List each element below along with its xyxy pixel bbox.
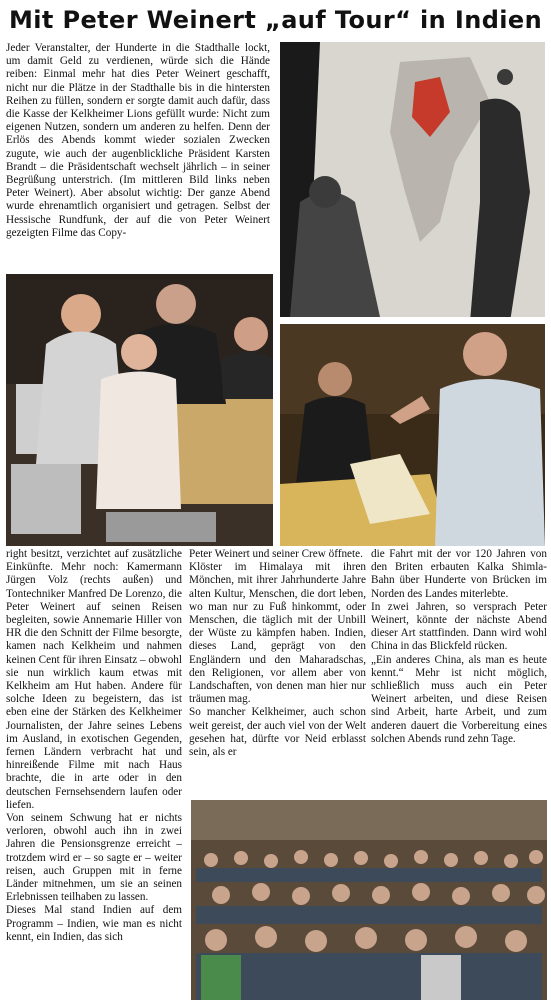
paragraph: Peter Weinert und seiner Crew öffnete. xyxy=(189,548,363,560)
article-column-bottom-left xyxy=(6,548,182,1000)
photo-projection-screen xyxy=(280,42,545,317)
paragraph: Dieses Mal stand Indien auf dem Programm – Indien, wie man es nicht kennt, ein Indien, das sich xyxy=(6,904,182,943)
paragraph: right besitzt, verzichtet auf zusätzliche Einkünfte. Mehr noch: Kamermann Jürgen Volz (rechts außen) und Tontechniker Manfred De Lorenzo, die Peter Weinert auf seinen Reisen begleiten, sowie Annemarie Hiller von HR die den Schnitt der Filme besorgte, kamen nach Kelkheim und nahmen keinen Cent für ihren Einsatz – obwohl sie nun wirklich kaum etwas mit Kelkheim am Hut haben. Andere für solche Ideen zu begeistern, das ist eben eine der Stärken des Kelkheimer Journalisten, der Jahre seines Lebens im Ausland, in exotischen Gegenden, fernen Ländern verbracht hat und hinreißende Filme mit nach Haus brachte, die in arte oder in den deutschen Fernsehsendern laufen oder liefen. xyxy=(6,548,182,811)
paragraph: die Fahrt mit der vor 120 Jahren von den Briten erbauten Kalka Shimla-Bahn über Hunderte von Brücken im Norden des Landes miterlebte. xyxy=(371,548,547,600)
paragraph: „Ein anderes China, als man es heute kennt.“ Mehr ist nicht möglich, schließlich muss auch ein Peter Weinert arbeiten, und diese Reisen sind Arbeit, harte Arbeit, und zum anderen dauert die Vorbereitung eines solchen Abends rund zehn Tage. xyxy=(371,653,547,745)
photo-lectern-speakers xyxy=(280,324,545,546)
paragraph: Jeder Veranstalter, der Hunderte in die Stadthalle lockt, um damit Geld zu verdienen, würde sich die Hände reiben: Einmal mehr hat dies Peter Weinert geschafft, nicht nur die Plätze in der Stadthalle bis in die hintersten Reihen zu füllen, sondern er sorgte damit auch dafür, dass die Kasse der Kelkheimer Lions gefüllt wurde: Nicht zum eigenen Nutzen, sondern um anderen zu helfen. Denn der Erlös des Abends kommt wieder sozialen Zwecken zugute, wie auch der augenblickliche Präsident Karsten Brandt – die Präsidentschaft wechselt jährlich – in seiner Begrüßung unterstrich. (Im mittleren Bild links neben Peter Weinert). Aber absolut wichtig: Der ganze Abend wurde ehrenamtlich organisiert und getragen. Selbst der Hessische Rundfunk, der auf die von Peter Weinert gezeigten Filme das Copy- xyxy=(6,42,270,239)
photo-audience-hall xyxy=(191,800,547,1000)
paragraph: In zwei Jahren, so versprach Peter Weinert, könnte der nächste Abend dieser Art stattfinden. Dann wird wohl China in das Blickfeld rücken. xyxy=(371,600,547,653)
paragraph: So mancher Kelkheimer, auch schon weit gereist, der auch viel von der Welt gesehen hat, dürfte vor Neid erblasst sein, als er xyxy=(189,706,366,759)
article-column-top-left xyxy=(6,42,270,272)
article-column-bottom-middle xyxy=(189,548,366,798)
photo-group-crew xyxy=(6,274,273,546)
headline: Mit Peter Weinert „auf Tour“ in Indien xyxy=(8,6,543,34)
paragraph: Klöster im Himalaya mit ihren Mönchen, mit ihrer Jahrhunderte Jahre alten Kultur, Menschen, die dort leben, wo man nur zu Fuß hinkommt, oder Menschen, die täglich mit der Unbill der Wüste zu kämpfen haben. Indien, dieses Land, geprägt von den Engländern und den Maharadschas, den Religionen, vor allem aber von Landschaften, von denen man hier nur träumen mag. xyxy=(189,561,366,706)
article-column-bottom-right xyxy=(371,548,547,798)
paragraph: Von seinem Schwung hat er nichts verloren, obwohl auch ihn in zwei Jahren die Pensionsgrenze erreicht – trotzdem wird er – so sagte er – weiter reisen, auch Gruppen mit in ferne Länder mitnehmen, um sie an seinen Erlebnissen teilhaben zu lassen. xyxy=(6,812,182,904)
